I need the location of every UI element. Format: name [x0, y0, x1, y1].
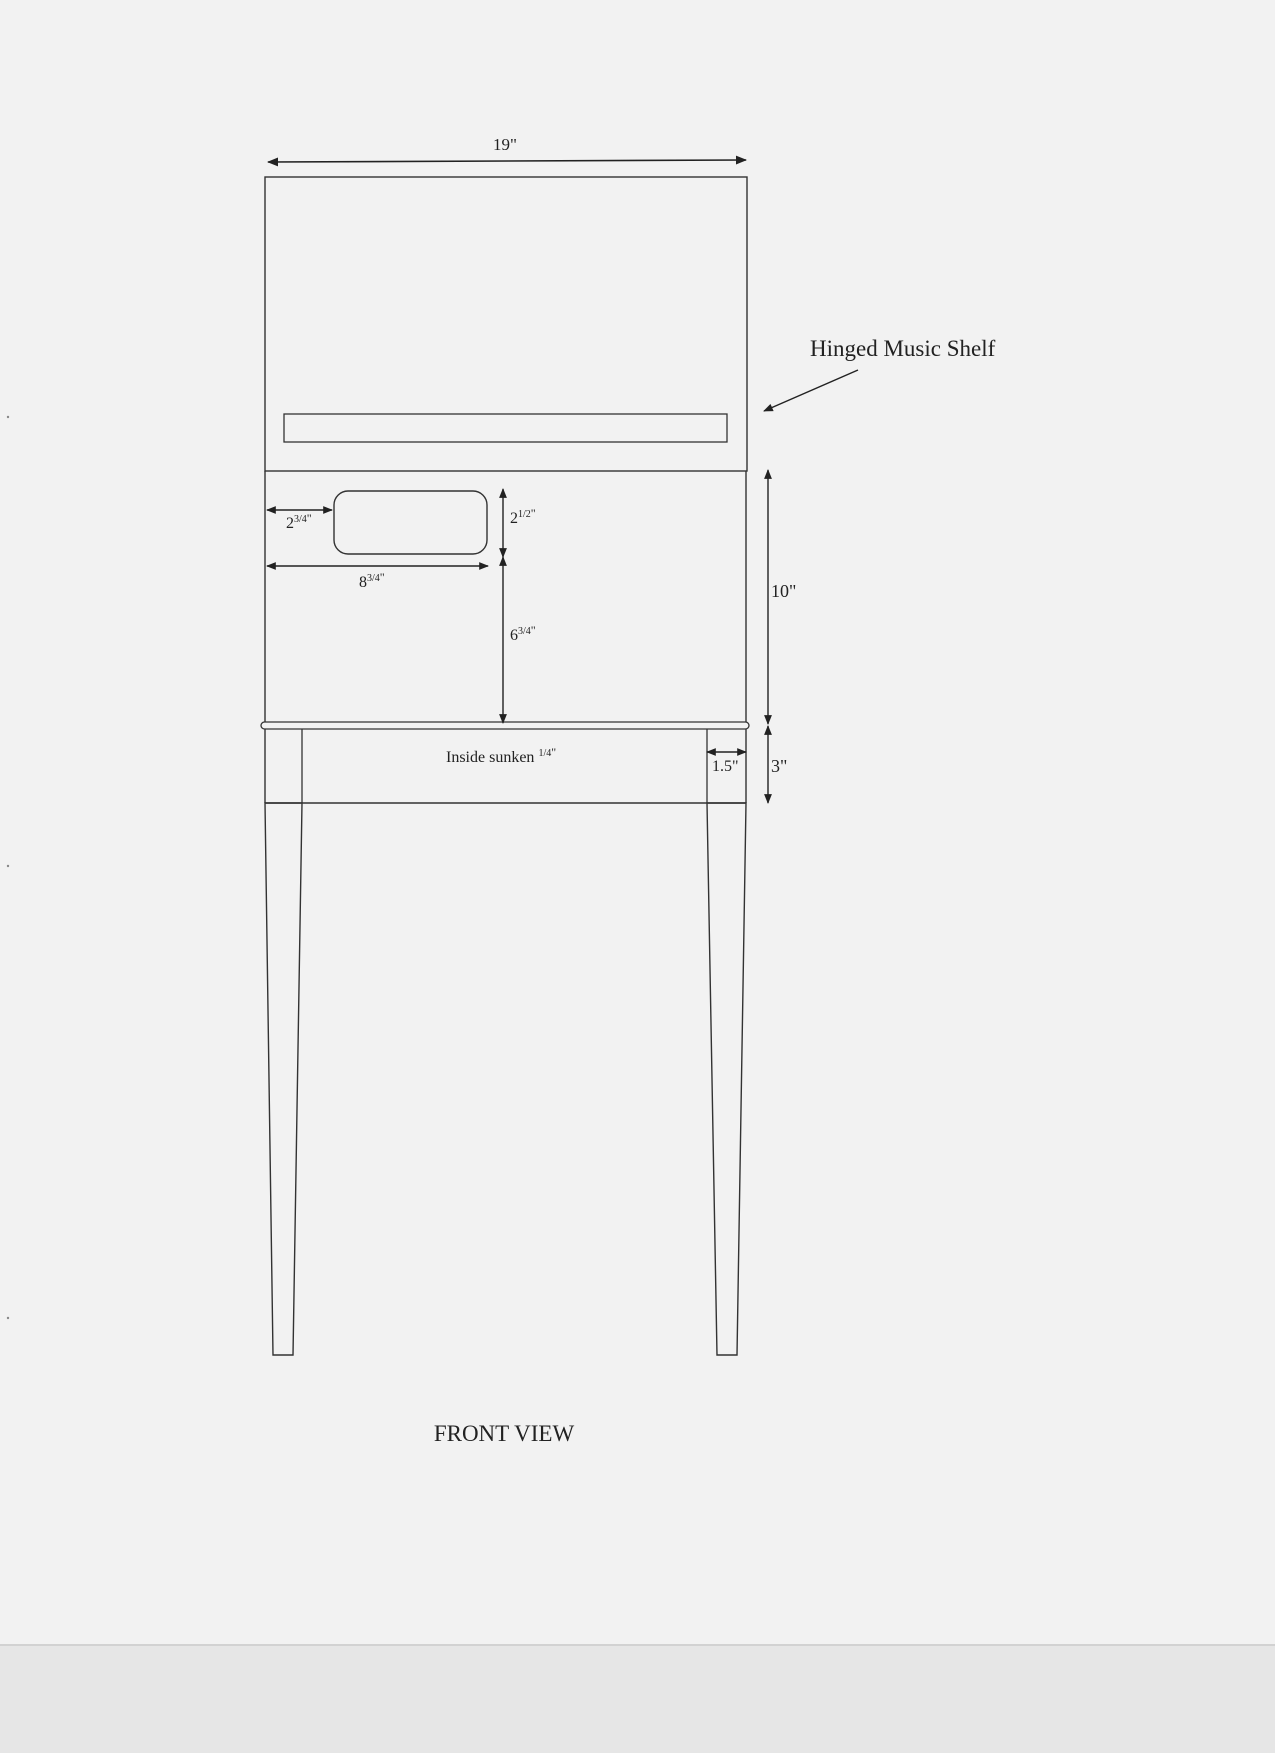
scan-speck	[7, 1317, 9, 1319]
cutout-height-label: $2^{1/2}$"	[510, 506, 536, 527]
scan-speck	[7, 865, 9, 867]
cutout-bottom-gap-label: $6^{3/4}$"	[510, 623, 536, 644]
overall-width-label: 19"	[493, 135, 517, 154]
case-height-label: 10"	[771, 581, 797, 601]
cutout-right-edge-label: $8^{3/4}$"	[359, 570, 385, 591]
leg-width-label: 1.5"	[712, 758, 739, 775]
music-shelf-callout-label: Hinged Music Shelf	[810, 336, 996, 361]
footer-band	[0, 1646, 1275, 1753]
apron-note: Inside sunken $^{1/4}$"	[446, 745, 557, 766]
cutout-left-offset-label: $2^{3/4}$"	[286, 511, 312, 532]
scan-speck	[7, 416, 9, 418]
drawing-title: FRONT VIEW	[433, 1421, 575, 1446]
case-top-molding	[261, 722, 749, 729]
apron-height-label: 3"	[771, 756, 788, 776]
